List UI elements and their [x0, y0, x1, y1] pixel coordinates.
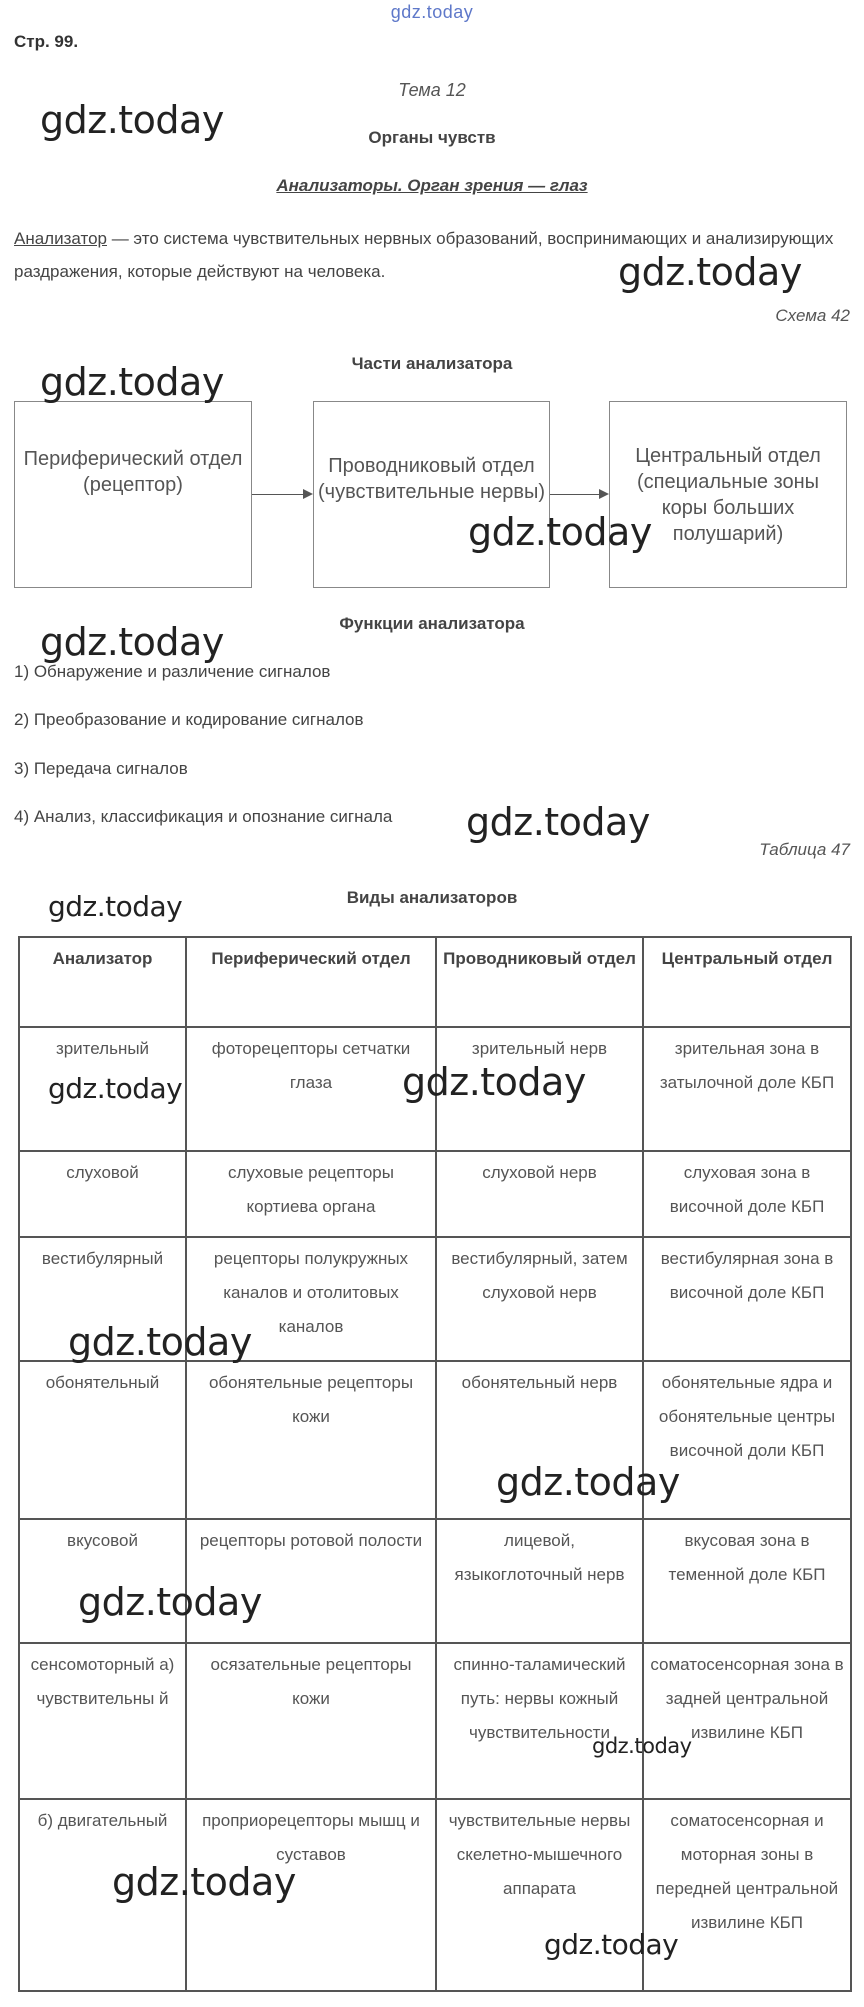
table-cell: зрительный нерв: [436, 1027, 643, 1151]
function-item-2: 2) Преобразование и кодирование сигналов: [14, 710, 364, 729]
table-row: [19, 1643, 851, 1799]
table-row: [19, 1151, 851, 1237]
table-header-cell: Проводниковый отдел: [436, 937, 643, 1027]
table-cell: зрительная зона в затылочной доле КБП: [643, 1027, 851, 1151]
table-header-row: [19, 937, 851, 1027]
arrow-1-line: [252, 494, 303, 495]
function-item-4: 4) Анализ, классификация и опознание сигнала: [14, 807, 393, 826]
table-cell: б) двигательный: [19, 1799, 186, 1991]
watermark: gdz.today: [112, 1860, 296, 1904]
scheme-box-conductive: [313, 401, 550, 588]
table-cell: лицевой, языкоглоточный нерв: [436, 1519, 643, 1643]
arrow-1-head: [303, 489, 313, 499]
table-cell: зрительный: [19, 1027, 186, 1151]
watermark: gdz.today: [544, 1928, 679, 1961]
function-item-1: 1) Обнаружение и различение сигналов: [14, 662, 331, 681]
table-cell: соматосенсорная и моторная зоны в передней центральной извилине КБП: [643, 1799, 851, 1991]
watermark: gdz.today: [40, 620, 224, 664]
watermark: gdz.today: [468, 510, 652, 554]
definition-text: — это система чувствительных нервных образований, воспринимающих и анализирующих раздражения, которые действуют на человека.: [14, 229, 834, 281]
definition-term: Анализатор: [14, 229, 107, 248]
function-item-3: 3) Передача сигналов: [14, 759, 188, 778]
scheme-box-peripheral-text: Периферический отдел (рецептор): [23, 447, 243, 496]
table-cell: обонятельный: [19, 1361, 186, 1519]
table-cell: спинно-таламический путь: нервы кожный чувствительности: [436, 1643, 643, 1799]
table-cell: фоторецепторы сетчатки глаза: [186, 1027, 436, 1151]
table-row: [19, 1361, 851, 1519]
table-cell: слуховые рецепторы кортиева органа: [186, 1151, 436, 1237]
table-cell: вкусовой: [19, 1519, 186, 1643]
watermark: gdz.today: [48, 890, 183, 923]
scheme-title: Части анализатора: [351, 354, 513, 373]
watermark: gdz.today: [68, 1320, 252, 1364]
table-cell: осязательные рецепторы кожи: [186, 1643, 436, 1799]
table-header-cell: Анализатор: [19, 937, 186, 1027]
section-title: Органы чувств: [368, 128, 496, 147]
table-cell: проприорецепторы мышц и суставов: [186, 1799, 436, 1991]
arrow-2-head: [599, 489, 609, 499]
functions-title: Функции анализатора: [339, 614, 525, 633]
table-cell: рецепторы ротовой полости: [186, 1519, 436, 1643]
scheme-box-central: [609, 401, 847, 588]
table-cell: рецепторы полукружных каналов и отолитовых каналов: [186, 1237, 436, 1361]
watermark: gdz.today: [592, 1734, 692, 1758]
table-cell: обонятельные рецепторы кожи: [186, 1361, 436, 1519]
table-cell: слуховой нерв: [436, 1151, 643, 1237]
theme-label: Тема 12: [398, 80, 466, 100]
scheme-box-peripheral: [14, 401, 252, 588]
watermark: gdz.today: [48, 1072, 183, 1105]
table-cell: чувствительные нервы скелетно-мышечного аппарата: [436, 1799, 643, 1991]
subtitle: Анализаторы. Орган зрения — глаз: [276, 176, 588, 195]
watermark: gdz.today: [78, 1580, 262, 1624]
watermark: gdz.today: [40, 98, 224, 142]
watermark: gdz.today: [402, 1060, 586, 1104]
table-cell: обонятельные ядра и обонятельные центры височной доли КБП: [643, 1361, 851, 1519]
table-header-cell: Периферический отдел: [186, 937, 436, 1027]
table-header-cell: Центральный отдел: [643, 937, 851, 1027]
table-cell: вестибулярный, затем слуховой нерв: [436, 1237, 643, 1361]
table-cell: вестибулярный: [19, 1237, 186, 1361]
site-brand-link[interactable]: gdz.today: [390, 2, 474, 22]
scheme-box-conductive-text: Проводниковый отдел (чувствительные нервы): [318, 454, 545, 503]
watermark: gdz.today: [466, 800, 650, 844]
watermark: gdz.today: [618, 250, 802, 294]
table-cell: слуховая зона в височной доле КБП: [643, 1151, 851, 1237]
table-cell: слуховой: [19, 1151, 186, 1237]
page-number: Стр. 99.: [14, 32, 79, 51]
table-cell: вкусовая зона в теменной доле КБП: [643, 1519, 851, 1643]
table-cell: обонятельный нерв: [436, 1361, 643, 1519]
scheme-box-central-text: Центральный отдел (специальные зоны коры больших полушарий): [635, 444, 821, 545]
table-cell: сенсомоторный а) чувствительны й: [19, 1643, 186, 1799]
table-title: Виды анализаторов: [346, 888, 518, 907]
table-cell: вестибулярная зона в височной доле КБП: [643, 1237, 851, 1361]
watermark: gdz.today: [40, 360, 224, 404]
table-cell: соматосенсорная зона в задней центральной извилине КБП: [643, 1643, 851, 1799]
arrow-2-line: [550, 494, 599, 495]
table-caption: Таблица 47: [759, 840, 850, 859]
scheme-caption: Схема 42: [775, 306, 850, 325]
watermark: gdz.today: [496, 1460, 680, 1504]
